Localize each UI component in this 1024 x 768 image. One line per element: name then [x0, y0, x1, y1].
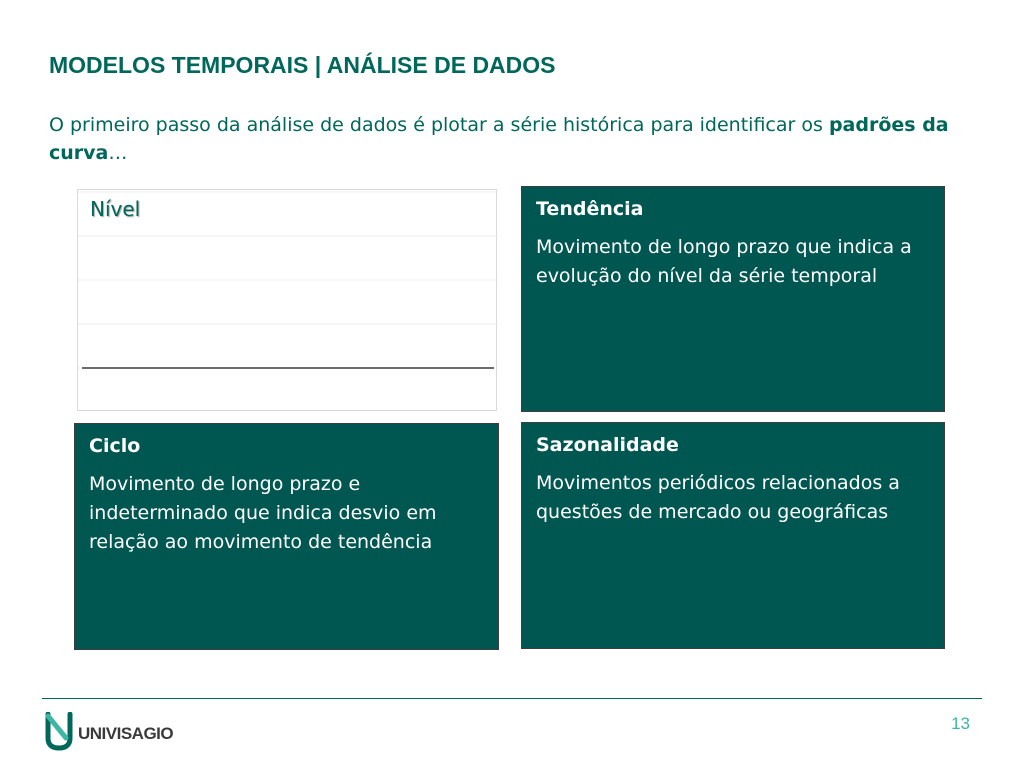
sazonalidade-box: [521, 422, 945, 649]
sazonalidade-title: Sazonalidade: [536, 434, 679, 456]
slide-title: MODELOS TEMPORAIS | ANÁLISE DE DADOS: [49, 52, 556, 78]
chart-canvas: [78, 190, 498, 412]
ciclo-title: Ciclo: [89, 435, 141, 457]
sazonalidade-text: Movimentos periódicos relacionados a questões de mercado ou geográficas: [536, 472, 900, 523]
tendencia-text: Movimento de longo prazo que indica a evolução do nível da série temporal: [536, 236, 912, 287]
intro-bold: padrões da curva: [49, 114, 949, 164]
chart-title: Nível: [90, 197, 141, 221]
footer-divider: [42, 698, 982, 699]
logo-text: UNIVISAGIO: [78, 724, 174, 743]
ciclo-box: [74, 423, 499, 650]
ciclo-text: Movimento de longo prazo e indeterminado que indica desvio em relação ao movimento de tendência: [89, 473, 437, 553]
page-number: 13: [951, 714, 970, 733]
intro-paragraph: [49, 111, 969, 167]
tendencia-box: [521, 186, 945, 412]
tendencia-title: Tendência: [536, 198, 644, 220]
intro-text: O primeiro passo da análise de dados é plotar a série histórica para identificar os: [49, 114, 829, 136]
univisagio-logo: [44, 712, 184, 754]
logo-mark-icon: [44, 712, 74, 752]
intro-suffix: …: [108, 142, 128, 164]
level-chart: [77, 189, 497, 411]
